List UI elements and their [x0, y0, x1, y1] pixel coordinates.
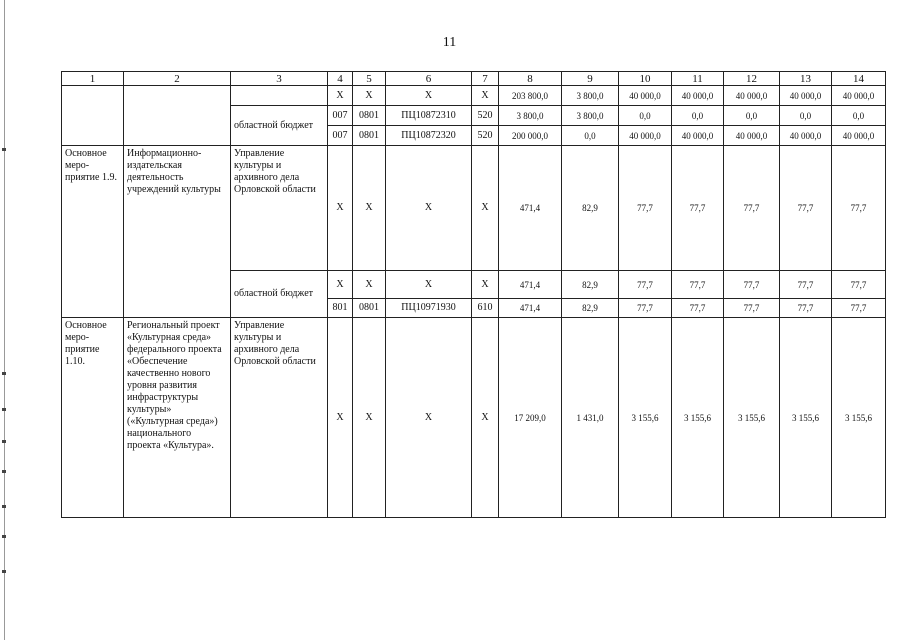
type-cell: [62, 86, 124, 146]
header-cell: 9: [562, 72, 619, 86]
table-cell: Х: [386, 86, 472, 106]
table-cell: 471,4: [499, 299, 562, 318]
table-cell: 40 000,0: [619, 126, 672, 146]
table-cell: 3 155,6: [619, 318, 672, 518]
header-cell: 10: [619, 72, 672, 86]
table-cell: Х: [353, 271, 386, 299]
funding-source-cell: областной бюджет: [231, 106, 328, 146]
table-cell: ПЦ10971930: [386, 299, 472, 318]
header-cell: 6: [386, 72, 472, 86]
table-cell: 77,7: [672, 299, 724, 318]
table-cell: 200 000,0: [499, 126, 562, 146]
table-cell: 40 000,0: [780, 126, 832, 146]
table-cell: Х: [472, 271, 499, 299]
table-cell: 40 000,0: [672, 126, 724, 146]
name-cell: [124, 86, 231, 146]
header-cell: 8: [499, 72, 562, 86]
table-cell: ПЦ10872310: [386, 106, 472, 126]
table-cell: 3 155,6: [780, 318, 832, 518]
table-cell: Х: [353, 146, 386, 271]
table-cell: 82,9: [562, 146, 619, 271]
table-cell: 0801: [353, 106, 386, 126]
header-cell: 4: [328, 72, 353, 86]
table-cell: 0801: [353, 299, 386, 318]
table-cell: 40 000,0: [832, 126, 886, 146]
table-cell: 3 155,6: [832, 318, 886, 518]
table-cell: Х: [328, 86, 353, 106]
table-cell: Х: [328, 146, 353, 271]
table-cell: 007: [328, 106, 353, 126]
table-cell: 610: [472, 299, 499, 318]
table-cell: 801: [328, 299, 353, 318]
table-cell: 471,4: [499, 146, 562, 271]
table-cell: 40 000,0: [619, 86, 672, 106]
table-cell: 77,7: [619, 146, 672, 271]
table-row: [62, 146, 886, 271]
activity-type-cell: Основное меро-приятие 1.10.: [62, 318, 124, 518]
table-cell: 3 155,6: [724, 318, 780, 518]
table-cell: 77,7: [780, 146, 832, 271]
table-cell: 77,7: [780, 271, 832, 299]
table-cell: 520: [472, 106, 499, 126]
table-cell: 77,7: [832, 146, 886, 271]
activity-name-cell: Информационно-издательская деятельность учреждений культуры: [124, 146, 231, 318]
table-cell: 17 209,0: [499, 318, 562, 518]
table-cell: 0,0: [832, 106, 886, 126]
table-cell: 0,0: [724, 106, 780, 126]
table-cell: 520: [472, 126, 499, 146]
header-cell: 5: [353, 72, 386, 86]
table-cell: 82,9: [562, 271, 619, 299]
header-cell: 14: [832, 72, 886, 86]
table-cell: 40 000,0: [780, 86, 832, 106]
header-row: [62, 72, 886, 86]
header-cell: 2: [124, 72, 231, 86]
table-cell: 0801: [353, 126, 386, 146]
table-cell: 77,7: [672, 146, 724, 271]
header-cell: 12: [724, 72, 780, 86]
table-cell: 77,7: [724, 271, 780, 299]
table-cell: 0,0: [562, 126, 619, 146]
table-cell: 77,7: [780, 299, 832, 318]
page-number: 11: [442, 35, 457, 50]
table-cell: Х: [328, 271, 353, 299]
table-cell: 3 800,0: [499, 106, 562, 126]
table-cell: Х: [472, 146, 499, 271]
table-cell: 77,7: [832, 271, 886, 299]
table-cell: 3 800,0: [562, 86, 619, 106]
table-cell: 40 000,0: [832, 86, 886, 106]
table-cell: 3 155,6: [672, 318, 724, 518]
table-cell: Х: [353, 86, 386, 106]
funding-source-cell: областной бюджет: [231, 271, 328, 318]
table-cell: 1 431,0: [562, 318, 619, 518]
header-cell: 7: [472, 72, 499, 86]
table-cell: 0,0: [619, 106, 672, 126]
table-cell: 77,7: [724, 146, 780, 271]
executor-cell: [231, 86, 328, 106]
activity-type-cell: Основное меро-приятие 1.9.: [62, 146, 124, 318]
budget-table: [61, 71, 886, 518]
header-cell: 11: [672, 72, 724, 86]
table-cell: 471,4: [499, 271, 562, 299]
table-cell: 77,7: [619, 271, 672, 299]
table-cell: 3 800,0: [562, 106, 619, 126]
table-cell: ПЦ10872320: [386, 126, 472, 146]
executor-cell: Управление культуры и архивного дела Орловской области: [231, 318, 328, 518]
header-cell: 13: [780, 72, 832, 86]
table-cell: Х: [472, 86, 499, 106]
table-cell: Х: [386, 146, 472, 271]
table-cell: 40 000,0: [672, 86, 724, 106]
table-cell: 0,0: [672, 106, 724, 126]
table-cell: 77,7: [832, 299, 886, 318]
table-cell: Х: [328, 318, 353, 518]
left-margin-marks: [0, 0, 10, 640]
table-cell: 77,7: [724, 299, 780, 318]
header-cell: 3: [231, 72, 328, 86]
table-cell: Х: [353, 318, 386, 518]
table-cell: Х: [386, 318, 472, 518]
table-cell: 0,0: [780, 106, 832, 126]
table-cell: 82,9: [562, 299, 619, 318]
header-cell: 1: [62, 72, 124, 86]
table-cell: 203 800,0: [499, 86, 562, 106]
table-cell: 40 000,0: [724, 86, 780, 106]
table-cell: 77,7: [672, 271, 724, 299]
table-cell: 77,7: [619, 299, 672, 318]
executor-cell: Управление культуры и архивного дела Орловской области: [231, 146, 328, 271]
table-row: [62, 86, 886, 106]
table-cell: Х: [472, 318, 499, 518]
table-cell: 007: [328, 126, 353, 146]
activity-name-cell: Региональный проект «Культурная среда» федерального проекта «Обеспечение качественно нового уровня развития инфраструктуры культуры» («Культурная среда») национального проекта «Культура».: [124, 318, 231, 518]
table-cell: 40 000,0: [724, 126, 780, 146]
table-row: [62, 318, 886, 518]
table-cell: Х: [386, 271, 472, 299]
